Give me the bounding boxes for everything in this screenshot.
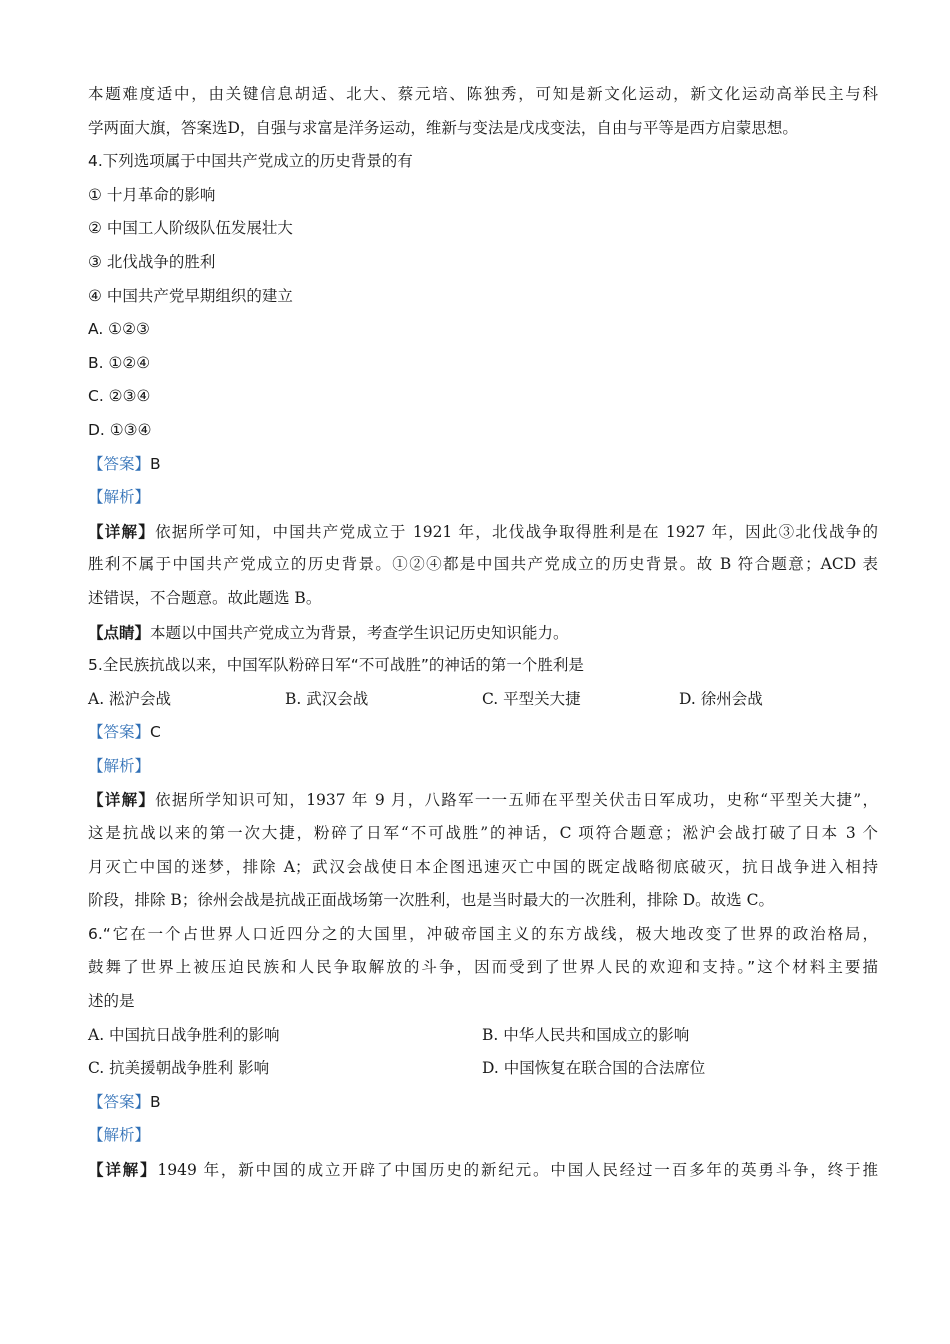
q4-detail-line-3: 述错误，不合题意。故此题选 B。 (88, 588, 322, 607)
q5-option-d: D. 徐州会战 (679, 689, 763, 708)
analysis-tag: 【解析】 (88, 1126, 151, 1145)
comment-text: 本题以中国共产党成立为背景，考查学生识记历史知识能力。 (150, 623, 569, 642)
q4-item-4: ④ 中国共产党早期组织的建立 (88, 286, 293, 305)
q4-item-1: ① 十月革命的影响 (88, 185, 216, 204)
q6-options-row-2 (88, 1052, 878, 1086)
q6-question-line-2: 鼓舞了世界上被压迫民族和人民争取解放的斗争，因而受到了世界人民的欢迎和支持。”这个材料主要描 (88, 958, 878, 977)
q6-question-line-1: 6.“它在一个占世界人口近四分之的大国里，冲破帝国主义的东方战线，极大地改变了世界的政治格局， (88, 924, 878, 943)
analysis-tag: 【解析】 (88, 756, 151, 775)
q6-option-a: A. 中国抗日战争胜利的影响 (88, 1025, 280, 1044)
q6-option-b: B. 中华人民共和国成立的影响 (482, 1025, 690, 1044)
q4-question: 4.下列选项属于中国共产党成立的历史背景的有 (88, 152, 413, 171)
q5-answer (88, 716, 878, 750)
answer-tag: 【答案】 (88, 723, 151, 742)
q6-option-c: C. 抗美援朝战争胜利 影响 (88, 1059, 270, 1078)
answer-tag: 【答案】 (88, 1092, 151, 1111)
q3-explanation-line-1: 本题难度适中，由关键信息胡适、北大、蔡元培、陈独秀，可知是新文化运动，新文化运动高举民主与科 (88, 85, 878, 103)
answer-value: B (150, 1092, 161, 1111)
q5-detail-line-3: 月灭亡中国的迷梦，排除 A；武汉会战使日本企图迅速灭亡中国的既定战略彻底破灭，抗日战争进入相持 (88, 857, 878, 876)
q4-item-2: ② 中国工人阶级队伍发展壮大 (88, 219, 293, 238)
detail-tag: 【详解】 (88, 521, 156, 541)
q4-analysis (88, 481, 878, 515)
document-page (88, 78, 878, 1187)
comment-tag: 【点睛】 (88, 622, 151, 642)
answer-value: B (150, 454, 161, 473)
q5-option-a: A. 淞沪会战 (88, 689, 172, 708)
q6-option-d: D. 中国恢复在联合国的合法席位 (482, 1059, 706, 1078)
q4-detail-line-1 (88, 515, 878, 549)
answer-tag: 【答案】 (88, 454, 151, 473)
q5-option-b: B. 武汉会战 (285, 689, 369, 708)
analysis-tag: 【解析】 (88, 488, 151, 507)
q4-option-a: A. ①②③ (88, 320, 150, 339)
q4-option-b: B. ①②④ (88, 353, 151, 372)
q5-detail-line-2: 这是抗战以来的第一次大捷，粉碎了日军“不可战胜”的神话，C 项符合题意；淞沪会战打破了日本 3 个 (88, 824, 878, 843)
detail-tag: 【详解】 (88, 790, 156, 810)
detail-text: 依据所学可知，中国共产党成立于 1921 年，北伐战争取得胜利是在 1927 年，因此③北伐战争的 (155, 522, 878, 541)
detail-tag: 【详解】 (88, 1160, 158, 1179)
q6-options-row-1 (88, 1019, 878, 1053)
q5-question: 5.全民族抗战以来，中国军队粉碎日军“不可战胜”的神话的第一个胜利是 (88, 656, 584, 675)
q4-item-3: ③ 北伐战争的胜利 (88, 252, 216, 271)
q6-question-line-3: 述的是 (88, 992, 135, 1011)
detail-text: 1949 年，新中国的成立开辟了中国历史的新纪元。中国人民经过一百多年的英勇斗争，终于推 (157, 1161, 878, 1179)
q4-detail-line-2: 胜利不属于中国共产党成立的历史背景。①②④都是中国共产党成立的历史背景。故 B 符合题意；ACD 表 (88, 555, 878, 574)
q5-detail-line-1 (88, 783, 878, 817)
q4-option-c: C. ②③④ (88, 387, 151, 406)
q5-options (88, 683, 878, 717)
q6-detail-line-1 (88, 1153, 878, 1187)
q5-analysis (88, 750, 878, 784)
q5-detail-line-4: 阶段，排除 B；徐州会战是抗战正面战场第一次胜利，也是当时最大的一次胜利，排除 D。故选 C。 (88, 891, 774, 910)
q4-comment (88, 616, 878, 650)
q3-explanation-line-2: 学两面大旗，答案选D，自强与求富是洋务运动，维新与变法是戊戌变法，自由与平等是西方启蒙思想。 (88, 118, 798, 137)
q5-option-c: C. 平型关大捷 (482, 689, 581, 708)
q4-option-d: D. ①③④ (88, 420, 152, 439)
q4-answer (88, 448, 878, 482)
answer-value: C (150, 723, 161, 742)
q6-analysis (88, 1119, 878, 1153)
detail-text: 依据所学知识可知，1937 年 9 月，八路军一一五师在平型关伏击日军成功，史称“平型关大捷”， (155, 791, 878, 810)
q6-answer (88, 1086, 878, 1120)
